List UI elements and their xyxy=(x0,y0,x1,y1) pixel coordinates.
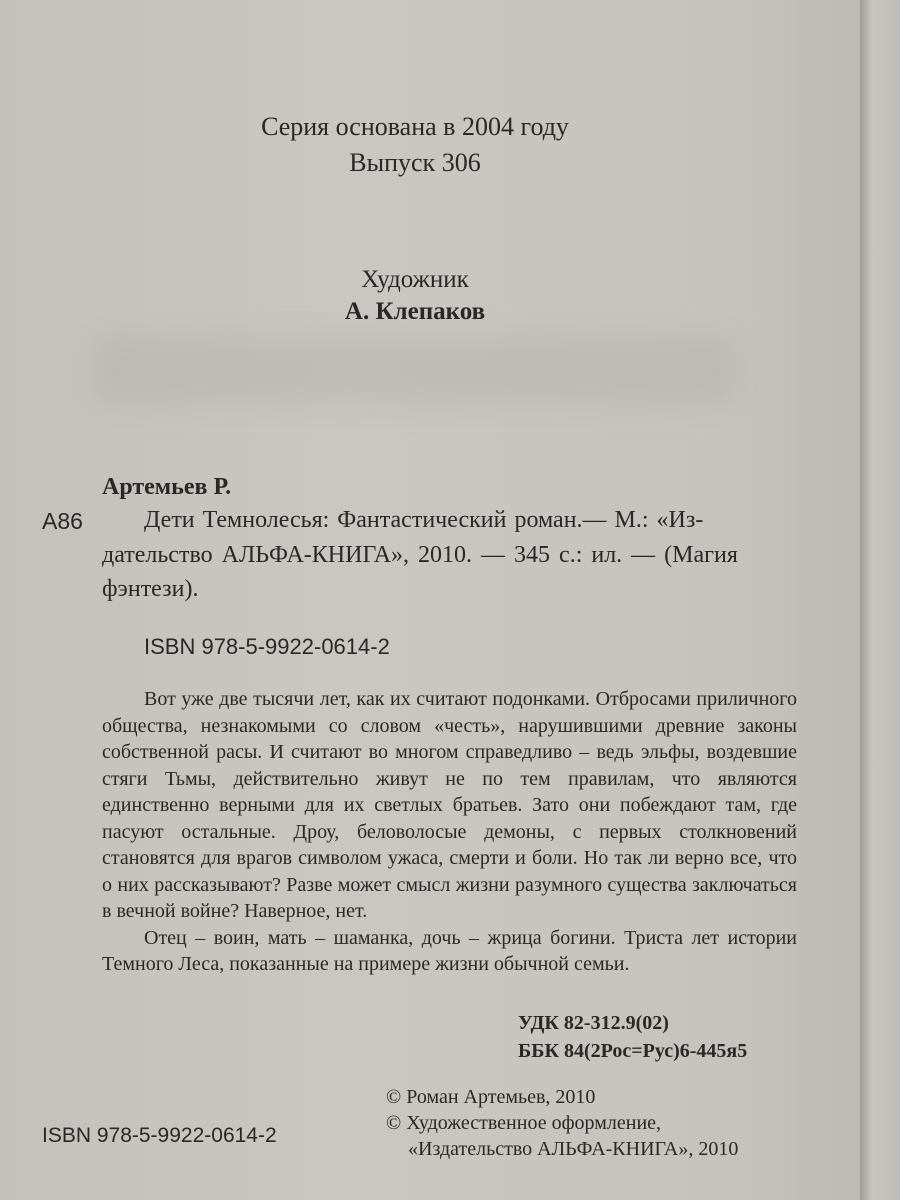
footer-isbn: ISBN 978-5-9922-0614-2 xyxy=(42,1124,277,1147)
catalog-author: Артемьев Р. xyxy=(102,474,232,500)
copyright-author: © Роман Артемьев, 2010 xyxy=(386,1086,596,1108)
udk-code: УДК 82-312.9(02) xyxy=(518,1012,669,1034)
annotation-paragraph-1: Вот уже две тысячи лет, как их считают подонками. Отбросами приличного общества, незнакомыми со словом «честь», нарушившими древние законы собственной расы. И считают во многом справедливо – ведь эльфы, воздевшие стяги Тьмы, действительно живут не по тем правилам, что являются единственно верными для их светлых братьев. Зато они побеждают там, где пасуют остальные. Дроу, беловолосые демоны, с первых столкновений становятся для врагов символом ужаса, смерти и боли. Но так ли верно все, что о них рассказывают? Разве может смысл жизни разумного существа заключаться в вечной войне? Наверное, нет. xyxy=(102,688,797,922)
catalog-isbn: ISBN 978-5-9922-0614-2 xyxy=(144,634,390,659)
series-founded: Серия основана в 2004 году xyxy=(261,112,569,141)
bbk-code: ББК 84(2Рос=Рус)6-445я5 xyxy=(518,1040,748,1062)
show-through-shadow xyxy=(95,335,735,405)
copyright-design: © Художественное оформление, xyxy=(386,1112,662,1134)
artist-name: А. Клепаков xyxy=(344,298,486,325)
annotation xyxy=(102,686,797,978)
catalog-code: А86 xyxy=(42,508,83,534)
annotation-paragraph-2: Отец – воин, мать – шаманка, дочь – жрица богини. Триста лет истории Темного Леса, показанные на примере жизни обычной семьи. xyxy=(102,926,797,975)
series-issue: Выпуск 306 xyxy=(349,148,481,177)
catalog-desc-line3: фэнтези). xyxy=(102,576,199,602)
catalog-desc-line1: Дети Темнолесья: Фантастический роман.— М.: «Из- xyxy=(144,507,704,533)
catalog-desc-line2: дательство АЛЬФА-КНИГА», 2010. — 345 с.: ил. — (Магия xyxy=(102,542,738,568)
page-edge xyxy=(860,0,900,1200)
artist-label: Художник xyxy=(361,266,469,293)
copyright-publisher: «Издательство АЛЬФА-КНИГА», 2010 xyxy=(408,1138,739,1160)
